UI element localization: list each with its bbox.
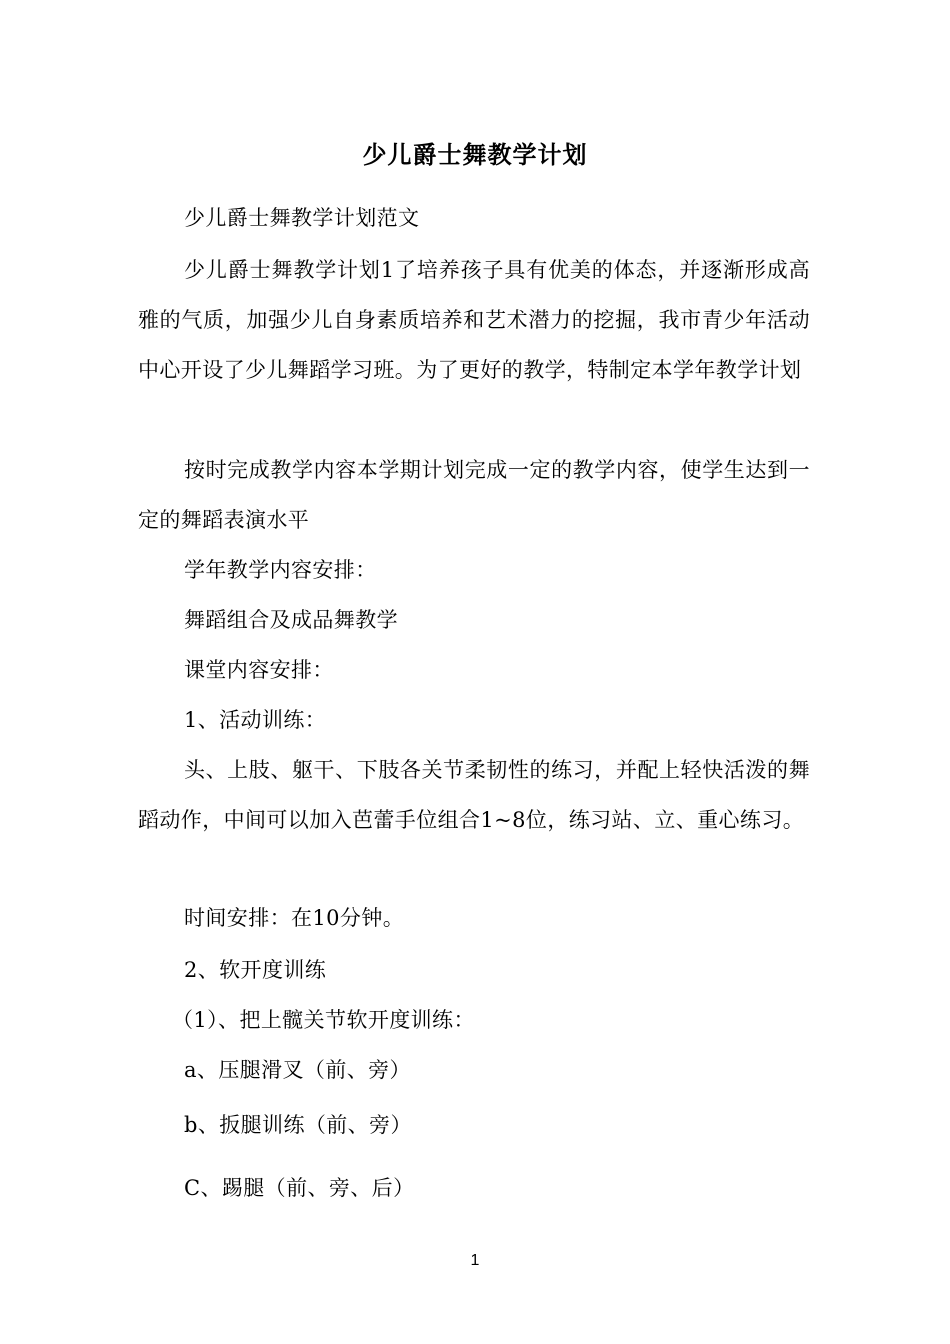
paragraph-section-1: 1、活动训练： bbox=[184, 708, 327, 732]
paragraph-intro: 少儿爵士舞教学计划1了培养孩子具有优美的体态，并逐渐形成高雅的气质，加强少儿自身素质培养和艺术潜力的挖掘，我市青少年活动中心开设了少儿舞蹈学习班。为了更好的教学，特制定本学年教学计划 bbox=[138, 258, 810, 382]
paragraph-subtitle: 少儿爵士舞教学计划范文 bbox=[184, 206, 420, 230]
paragraph-yearly-content: 舞蹈组合及成品舞教学 bbox=[184, 608, 398, 632]
page-number: 1 bbox=[470, 1252, 480, 1269]
document-title: 少儿爵士舞教学计划 bbox=[362, 141, 588, 169]
paragraph-item-c: C、踢腿（前、旁、后） bbox=[184, 1176, 415, 1200]
paragraph-time: 时间安排：在10分钟。 bbox=[184, 906, 405, 930]
paragraph-goal: 按时完成教学内容本学期计划完成一定的教学内容，使学生达到一定的舞蹈表演水平 bbox=[138, 458, 810, 532]
paragraph-subsection-1: （1）、把上髋关节软开度训练： bbox=[172, 1008, 475, 1032]
paragraph-section-1-body: 头、上肢、躯干、下肢各关节柔韧性的练习，并配上轻快活泼的舞蹈动作，中间可以加入芭蕾手位组合1~8位，练习站、立、重心练习。 bbox=[138, 758, 810, 832]
paragraph-section-2: 2、软开度训练 bbox=[184, 958, 327, 982]
paragraph-item-b: b、扳腿训练（前、旁） bbox=[184, 1113, 412, 1137]
paragraph-yearly-heading: 学年教学内容安排： bbox=[184, 558, 377, 582]
paragraph-item-a: a、压腿滑叉（前、旁） bbox=[184, 1058, 411, 1082]
paragraph-class-heading: 课堂内容安排： bbox=[184, 658, 334, 682]
